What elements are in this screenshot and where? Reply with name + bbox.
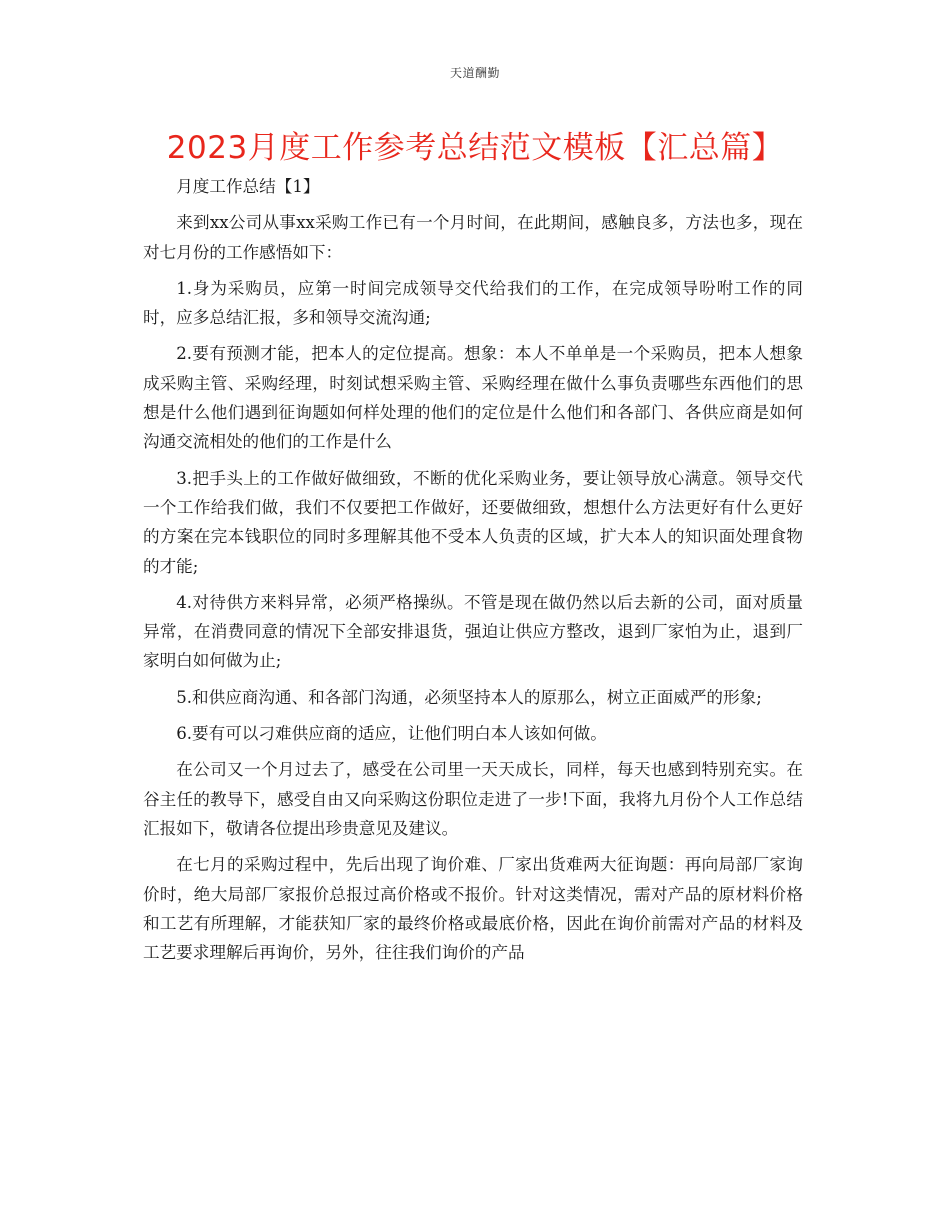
document-title: 2023月度工作参考总结范文模板【汇总篇】: [166, 130, 784, 166]
list-item: 5.和供应商沟通、和各部门沟通，必须坚持本人的原那么，树立正面威严的形象;: [176, 687, 762, 707]
list-item: 1.身为采购员，应第一时间完成领导交代给我们的工作，在完成领导吩咐工作的同时，应多总结汇报，多和领导交流沟通;: [143, 278, 803, 328]
list-item: 3.把手头上的工作做好做细致，不断的优化采购业务，要让领导放心满意。领导交代一个工作给我们做，我们不仅要把工作做好，还要做细致，想想什么方法更好有什么更好的方案在完本钱职位的同时多理解其他不受本人负责的区域，扩大本人的知识面处理食物的才能;: [143, 468, 803, 576]
section-heading: 月度工作总结【1】: [176, 177, 320, 196]
paragraph: 在七月的采购过程中，先后出现了询价难、厂家出货难两大征询题：再向局部厂家询价时，绝大局部厂家报价总报过高价格或不报价。针对这类情况，需对产品的原材料价格和工艺有所理解，才能获知厂家的最终价格或最底价格，因此在询价前需对产品的材料及工艺要求理解后再询价，另外，往往我们询价的产品: [143, 855, 803, 963]
page-header: 天道酬勤: [449, 66, 500, 80]
list-item: 6.要有可以刁难供应商的适应，让他们明白本人该如何做。: [176, 724, 607, 744]
list-item: 2.要有预测才能，把本人的定位提高。想象：本人不单单是一个采购员，把本人想象成采购主管、采购经理，时刻试想采购主管、采购经理在做什么事负责哪些东西他们的思想是什么他们遇到征询题如何样处理的他们的定位是什么他们和各部门、各供应商是如何沟通交流相处的他们的工作是什么: [143, 344, 803, 452]
list-item: 4.对待供方来料异常，必须严格操纵。不管是现在做仍然以后去新的公司，面对质量异常，在消费同意的情况下全部安排退货，强迫让供应方整改，退到厂家怕为止，退到厂家明白如何做为止;: [143, 592, 803, 671]
paragraph: 在公司又一个月过去了，感受在公司里一天天成长，同样，每天也感到特别充实。在谷主任的教导下，感受自由又向采购这份职位走进了一步!下面，我将九月份个人工作总结汇报如下，敬请各位提出珍贵意见及建议。: [143, 760, 803, 838]
paragraph: 来到xx公司从事xx采购工作已有一个月时间，在此期间，感触良多，方法也多，现在对七月份的工作感悟如下：: [143, 213, 803, 262]
document-body: [143, 172, 803, 974]
